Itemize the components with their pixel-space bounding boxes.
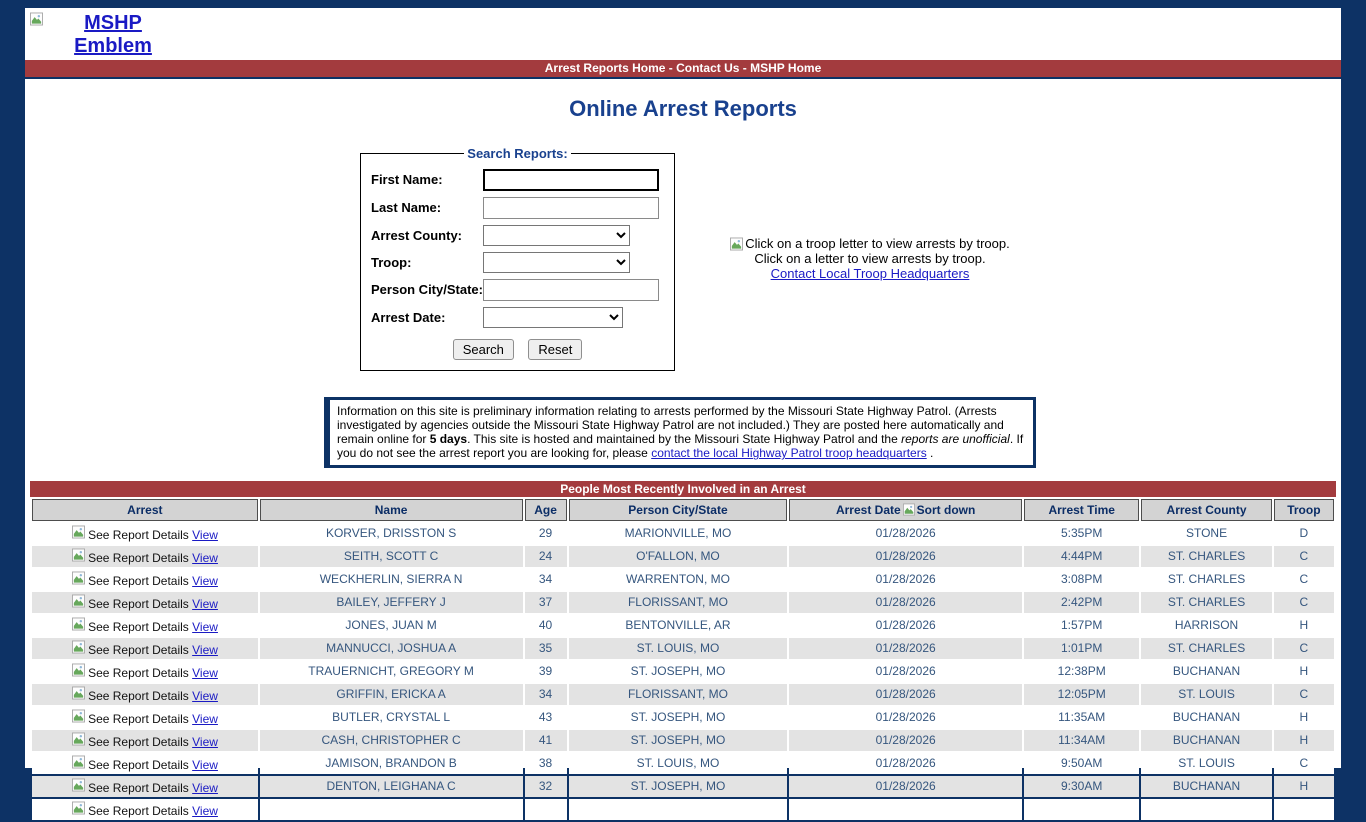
county-cell: ST. CHARLES: [1141, 546, 1271, 567]
age-cell: 32: [525, 776, 567, 797]
name-cell: DENTON, LEIGHANA C: [260, 776, 523, 797]
last-name-label: Last Name:: [371, 200, 442, 216]
first-name-input[interactable]: [483, 169, 659, 191]
column-header-age[interactable]: Age: [525, 499, 567, 521]
troop-cell: [1274, 799, 1334, 820]
arrest-action-cell: [32, 592, 258, 613]
date-cell: 01/28/2026: [789, 638, 1022, 659]
table-row: [32, 523, 1334, 544]
arrest-action-cell: [32, 615, 258, 636]
notice-text: .: [926, 446, 934, 461]
nav-link-arrest-reports-home[interactable]: Arrest Reports Home: [544, 61, 666, 75]
arrest-action-cell: [32, 638, 258, 659]
age-cell: 41: [525, 730, 567, 751]
search-reports-legend: Search Reports:: [467, 146, 568, 161]
county-cell: ST. LOUIS: [1141, 753, 1271, 774]
date-cell: 01/28/2026: [789, 569, 1022, 590]
see-report-details-text: See Report Details: [88, 596, 193, 611]
nav-link-mshp-home[interactable]: MSHP Home: [750, 61, 822, 75]
name-cell: WECKHERLIN, SIERRA N: [260, 569, 523, 590]
table-row: [32, 753, 1334, 774]
column-header-arrest[interactable]: Arrest: [32, 499, 258, 521]
arrest-date-label: Arrest Date:: [371, 309, 446, 325]
see-report-details-text: See Report Details: [88, 780, 193, 795]
preliminary-info-notice: [324, 397, 1036, 468]
troop-select[interactable]: [483, 252, 630, 273]
broken-image-icon: [72, 755, 85, 769]
form-buttons-row: [371, 339, 664, 360]
county-cell: STONE: [1141, 523, 1271, 544]
table-row: [32, 615, 1334, 636]
broken-image-icon: [72, 663, 85, 677]
see-report-details-text: See Report Details: [88, 803, 193, 818]
county-cell: HARRISON: [1141, 615, 1271, 636]
arrest-county-select[interactable]: [483, 225, 630, 246]
column-header-arrest-time[interactable]: Arrest Time: [1024, 499, 1139, 521]
broken-image-icon: [72, 709, 85, 723]
see-report-details-text: See Report Details: [88, 711, 193, 726]
city-cell: MARIONVILLE, MO: [569, 523, 788, 544]
date-cell: 01/28/2026: [789, 615, 1022, 636]
broken-image-icon: [72, 640, 85, 654]
view-link[interactable]: View: [192, 711, 218, 726]
age-cell: 34: [525, 569, 567, 590]
column-header-name[interactable]: Name: [260, 499, 523, 521]
broken-image-icon: [72, 801, 85, 815]
city-cell: FLORISSANT, MO: [569, 684, 788, 705]
troop-map-broken-image-line: [705, 236, 1035, 251]
broken-image-icon: [72, 732, 85, 746]
name-cell: MANNUCCI, JOSHUA A: [260, 638, 523, 659]
arrest-action-cell: [32, 523, 258, 544]
troop-cell: C: [1274, 546, 1334, 567]
nav-link-contact-us[interactable]: Contact Us: [676, 61, 740, 75]
search-button[interactable]: Search: [453, 339, 514, 360]
troop-label: Troop:: [371, 254, 412, 270]
city-cell: O'FALLON, MO: [569, 546, 788, 567]
table-row: [32, 638, 1334, 659]
view-link[interactable]: View: [192, 550, 218, 565]
troop-cell: H: [1274, 661, 1334, 682]
broken-image-icon: [72, 525, 85, 539]
broken-image-icon: [72, 778, 85, 792]
first-name-label: First Name:: [371, 172, 443, 188]
contact-troop-headquarters-inline-link[interactable]: contact the local Highway Patrol troop headquarters: [651, 446, 927, 461]
name-cell: KORVER, DRISSTON S: [260, 523, 523, 544]
time-cell: 1:57PM: [1024, 615, 1139, 636]
broken-image-icon: [730, 237, 743, 251]
broken-image-icon: [72, 571, 85, 585]
see-report-details-text: See Report Details: [88, 665, 193, 680]
troop-cell: C: [1274, 592, 1334, 613]
arrest-action-cell: [32, 776, 258, 797]
table-row: [32, 661, 1334, 682]
arrest-action-cell: [32, 661, 258, 682]
table-row: [32, 546, 1334, 567]
table-row: [32, 684, 1334, 705]
troop-cell: D: [1274, 523, 1334, 544]
age-cell: 34: [525, 684, 567, 705]
city-cell: FLORISSANT, MO: [569, 592, 788, 613]
arrest-action-cell: [32, 753, 258, 774]
time-cell: [1024, 799, 1139, 820]
view-link[interactable]: View: [192, 619, 218, 634]
view-link[interactable]: View: [192, 642, 218, 657]
table-row: [32, 799, 1334, 820]
name-cell: JAMISON, BRANDON B: [260, 753, 523, 774]
see-report-details-text: See Report Details: [88, 550, 193, 565]
see-report-details-text: See Report Details: [88, 734, 193, 749]
troop-cell: H: [1274, 776, 1334, 797]
notice-text: . If you do not see the arrest report you are looking for, please: [337, 432, 1024, 461]
table-banner: People Most Recently Involved in an Arrest: [30, 481, 1336, 497]
county-cell: ST. CHARLES: [1141, 638, 1271, 659]
view-link[interactable]: View: [192, 527, 218, 542]
time-cell: 11:35AM: [1024, 707, 1139, 728]
date-cell: 01/28/2026: [789, 776, 1022, 797]
person-city-state-label: Person City/State:: [371, 282, 483, 298]
view-link[interactable]: View: [192, 596, 218, 611]
city-cell: ST. LOUIS, MO: [569, 638, 788, 659]
name-cell: SEITH, SCOTT C: [260, 546, 523, 567]
time-cell: 9:50AM: [1024, 753, 1139, 774]
name-cell: BAILEY, JEFFERY J: [260, 592, 523, 613]
see-report-details-text: See Report Details: [88, 619, 193, 634]
see-report-details-text: See Report Details: [88, 757, 193, 772]
date-cell: 01/28/2026: [789, 546, 1022, 567]
city-cell: [569, 799, 788, 820]
date-cell: 01/28/2026: [789, 523, 1022, 544]
see-report-details-text: See Report Details: [88, 527, 193, 542]
city-cell: ST. JOSEPH, MO: [569, 707, 788, 728]
broken-image-icon: [903, 503, 915, 516]
arrests-table: [30, 497, 1336, 822]
notice-bold-text: 5 days: [429, 432, 468, 447]
age-cell: 35: [525, 638, 567, 659]
county-cell: BUCHANAN: [1141, 661, 1271, 682]
notice-italic-text: reports are unofficial: [901, 432, 1010, 447]
city-cell: ST. JOSEPH, MO: [569, 730, 788, 751]
arrests-table-section: [30, 481, 1336, 822]
county-cell: BUCHANAN: [1141, 730, 1271, 751]
county-cell: [1141, 799, 1271, 820]
contact-troop-headquarters-link[interactable]: Contact Local Troop Headquarters: [770, 266, 970, 281]
age-cell: 40: [525, 615, 567, 636]
notice-text: Information on this site is preliminary information relating to arrests performed by the Missouri State Highway Patrol. (Arrests investigated by agencies outside the Missouri State Highway Patrol are not included.) They are posted here automatically and remain online for: [337, 404, 1004, 447]
date-cell: [789, 799, 1022, 820]
table-row: [32, 592, 1334, 613]
view-link[interactable]: View: [192, 688, 218, 703]
table-row: [32, 776, 1334, 797]
arrest-action-cell: [32, 684, 258, 705]
city-cell: ST. LOUIS, MO: [569, 753, 788, 774]
name-cell: CASH, CHRISTOPHER C: [260, 730, 523, 751]
troop-cell: C: [1274, 753, 1334, 774]
time-cell: 12:05PM: [1024, 684, 1139, 705]
county-cell: ST. CHARLES: [1141, 569, 1271, 590]
arrest-action-cell: [32, 799, 258, 820]
date-cell: 01/28/2026: [789, 684, 1022, 705]
person-city-state-input[interactable]: [483, 279, 659, 301]
troop-cell: H: [1274, 615, 1334, 636]
see-report-details-text: See Report Details: [88, 642, 193, 657]
age-cell: 43: [525, 707, 567, 728]
view-link[interactable]: View: [192, 665, 218, 680]
time-cell: 9:30AM: [1024, 776, 1139, 797]
table-row: [32, 707, 1334, 728]
search-and-troop-row: [25, 146, 1341, 371]
name-cell: [260, 799, 523, 820]
content-area: [25, 8, 1341, 818]
arrest-action-cell: [32, 546, 258, 567]
city-cell: ST. JOSEPH, MO: [569, 776, 788, 797]
date-cell: 01/28/2026: [789, 730, 1022, 751]
broken-image-icon: [72, 617, 85, 631]
name-cell: BUTLER, CRYSTAL L: [260, 707, 523, 728]
county-cell: ST. CHARLES: [1141, 592, 1271, 613]
city-cell: ST. JOSEPH, MO: [569, 661, 788, 682]
broken-image-icon: [72, 594, 85, 608]
name-cell: TRAUERNICHT, GREGORY M: [260, 661, 523, 682]
age-cell: [525, 799, 567, 820]
city-cell: BENTONVILLE, AR: [569, 615, 788, 636]
page-title: Online Arrest Reports: [569, 96, 797, 121]
troop-cell: C: [1274, 684, 1334, 705]
county-cell: BUCHANAN: [1141, 776, 1271, 797]
last-name-input[interactable]: [483, 197, 659, 219]
date-cell: 01/28/2026: [789, 707, 1022, 728]
troop-caption: Click on a letter to view arrests by troop.: [754, 251, 986, 266]
view-link[interactable]: View: [192, 573, 218, 588]
arrest-date-header-label: Arrest Date: [835, 502, 901, 517]
time-cell: 3:08PM: [1024, 569, 1139, 590]
age-cell: 39: [525, 661, 567, 682]
age-cell: 37: [525, 592, 567, 613]
time-cell: 5:35PM: [1024, 523, 1139, 544]
troop-cell: C: [1274, 638, 1334, 659]
date-cell: 01/28/2026: [789, 661, 1022, 682]
see-report-details-text: See Report Details: [88, 573, 193, 588]
time-cell: 1:01PM: [1024, 638, 1139, 659]
time-cell: 11:34AM: [1024, 730, 1139, 751]
column-header-person-city-state[interactable]: Person City/State: [569, 499, 788, 521]
arrest-action-cell: [32, 730, 258, 751]
nav-links: Arrest Reports Home - Contact Us - MSHP Home: [544, 61, 822, 75]
reset-button[interactable]: Reset: [528, 339, 582, 360]
city-cell: WARRENTON, MO: [569, 569, 788, 590]
view-link[interactable]: View: [192, 803, 218, 818]
view-link[interactable]: View: [192, 757, 218, 772]
date-cell: 01/28/2026: [789, 753, 1022, 774]
table-row: [32, 569, 1334, 590]
header-band: [25, 8, 1341, 60]
name-cell: GRIFFIN, ERICKA A: [260, 684, 523, 705]
broken-image-icon: [72, 548, 85, 562]
arrest-action-cell: [32, 569, 258, 590]
name-cell: JONES, JUAN M: [260, 615, 523, 636]
troop-map-alt-text: Click on a troop letter to view arrests by troop.: [745, 236, 1010, 251]
age-cell: 38: [525, 753, 567, 774]
view-link[interactable]: View: [192, 780, 218, 795]
sort-down-alt-text: Sort down: [916, 502, 976, 517]
see-report-details-text: See Report Details: [88, 688, 193, 703]
troop-cell: H: [1274, 730, 1334, 751]
table-header-row: [32, 499, 1334, 521]
troop-map-panel: [705, 236, 1035, 281]
arrest-date-select[interactable]: [483, 307, 623, 328]
search-form-grid: [371, 169, 664, 360]
notice-text: . This site is hosted and maintained by the Missouri State Highway Patrol and the: [467, 432, 902, 447]
age-cell: 24: [525, 546, 567, 567]
column-header-arrest-county[interactable]: Arrest County: [1141, 499, 1271, 521]
mshp-emblem-link[interactable]: MSHP Emblem: [74, 12, 152, 57]
column-header-troop[interactable]: Troop: [1274, 499, 1334, 521]
troop-cell: H: [1274, 707, 1334, 728]
time-cell: 12:38PM: [1024, 661, 1139, 682]
age-cell: 29: [525, 523, 567, 544]
county-cell: BUCHANAN: [1141, 707, 1271, 728]
date-cell: 01/28/2026: [789, 592, 1022, 613]
search-reports-fieldset: [360, 146, 675, 371]
time-cell: 2:42PM: [1024, 592, 1139, 613]
broken-image-icon: [72, 686, 85, 700]
table-row: [32, 730, 1334, 751]
top-navbar: [25, 60, 1341, 79]
arrest-action-cell: [32, 707, 258, 728]
view-link[interactable]: View: [192, 734, 218, 749]
column-header-arrest-date[interactable]: [789, 499, 1022, 521]
time-cell: 4:44PM: [1024, 546, 1139, 567]
troop-cell: C: [1274, 569, 1334, 590]
arrest-county-label: Arrest County:: [371, 227, 463, 243]
county-cell: ST. LOUIS: [1141, 684, 1271, 705]
broken-image-icon: [30, 12, 43, 26]
